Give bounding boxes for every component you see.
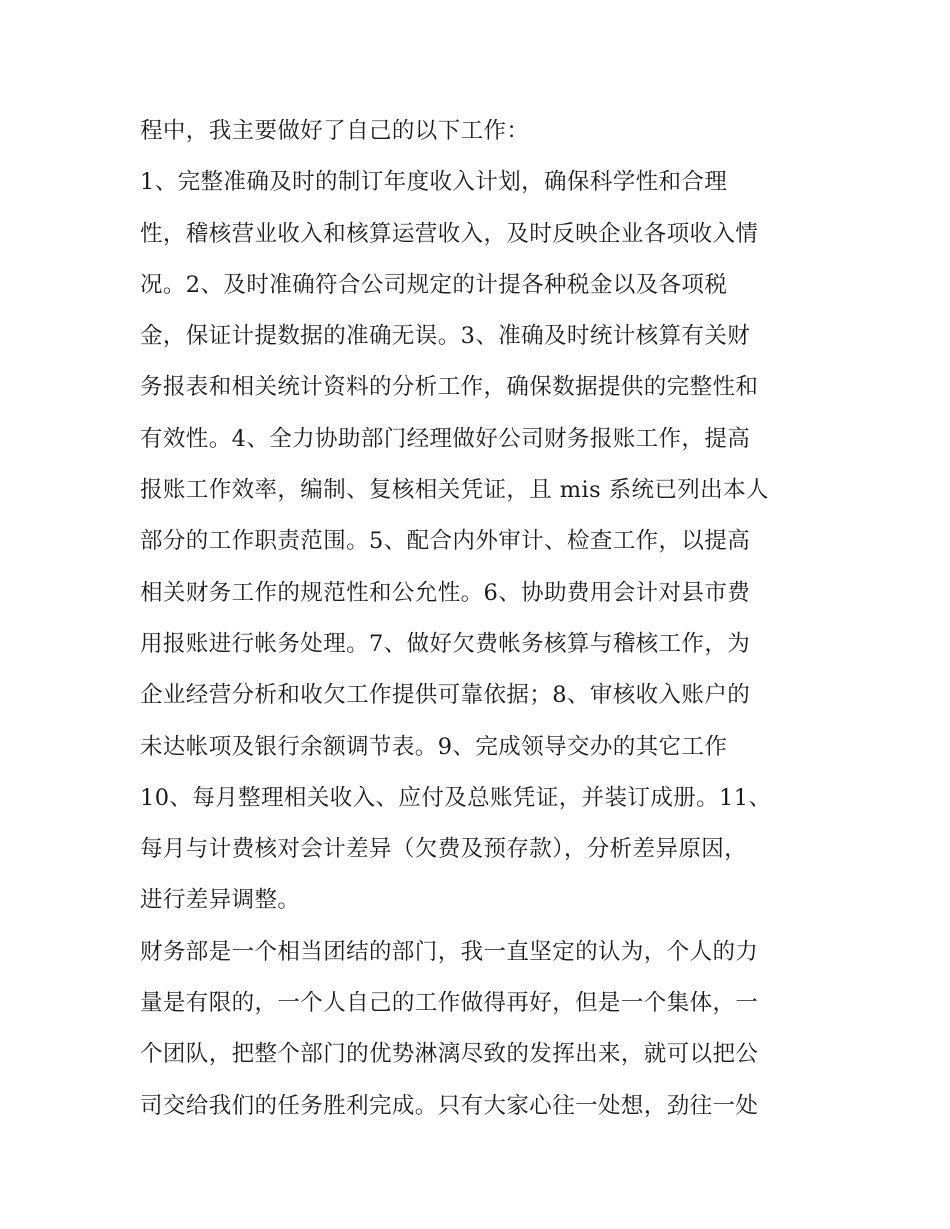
text-line: 进行差异调整。: [140, 887, 301, 914]
text-line: 况。2、及时准确符合公司规定的计提各种税金以及各项税: [140, 271, 728, 298]
text-line: 部分的工作职责范围。5、配合内外审计、检查工作，以提高: [140, 528, 751, 555]
text-line: 个团队，把整个部门的优势淋漓尽致的发挥出来，就可以把公: [140, 1041, 759, 1068]
text-line: 每月与计费核对会计差异（欠费及预存款），分析差异原因，: [140, 836, 748, 863]
text-line: 有效性。4、全力协助部门经理做好公司财务报账工作，提高: [140, 425, 751, 452]
text-line: 性，稽核营业收入和核算运营收入，及时反映企业各项收入情: [140, 220, 759, 247]
text-line: 用报账进行帐务处理。7、做好欠费帐务核算与稽核工作，为: [140, 630, 751, 657]
text-line: 务报表和相关统计资料的分析工作，确保数据提供的完整性和: [140, 374, 759, 401]
text-line: 程中，我主要做好了自己的以下工作：: [140, 118, 530, 144]
text-line: 财务部是一个相当团结的部门，我一直坚定的认为，个人的力: [140, 938, 759, 965]
text-line: 量是有限的，一个人自己的工作做得再好，但是一个集体，一: [140, 990, 759, 1017]
text-line: 报账工作效率，编制、复核相关凭证，且 mis 系统已列出本人: [140, 477, 769, 504]
text-line: 司交给我们的任务胜利完成。只有大家心往一处想，劲往一处: [140, 1092, 759, 1119]
text-line: 未达帐项及银行余额调节表。9、完成领导交办的其它工作: [140, 733, 728, 760]
text-line: 企业经营分析和收欠工作提供可靠依据；8、审核收入账户的: [140, 682, 751, 709]
text-line: 1、完整准确及时的制订年度收入计划，确保科学性和合理: [140, 169, 728, 196]
document-body: [140, 106, 820, 1132]
text-line: 相关财务工作的规范性和公允性。6、协助费用会计对县市费: [140, 579, 751, 606]
text-line: 金，保证计提数据的准确无误。3、准确及时统计核算有关财: [140, 323, 751, 350]
text-line: 10、每月整理相关收入、应付及总账凭证，并装订成册。11、: [140, 784, 772, 811]
